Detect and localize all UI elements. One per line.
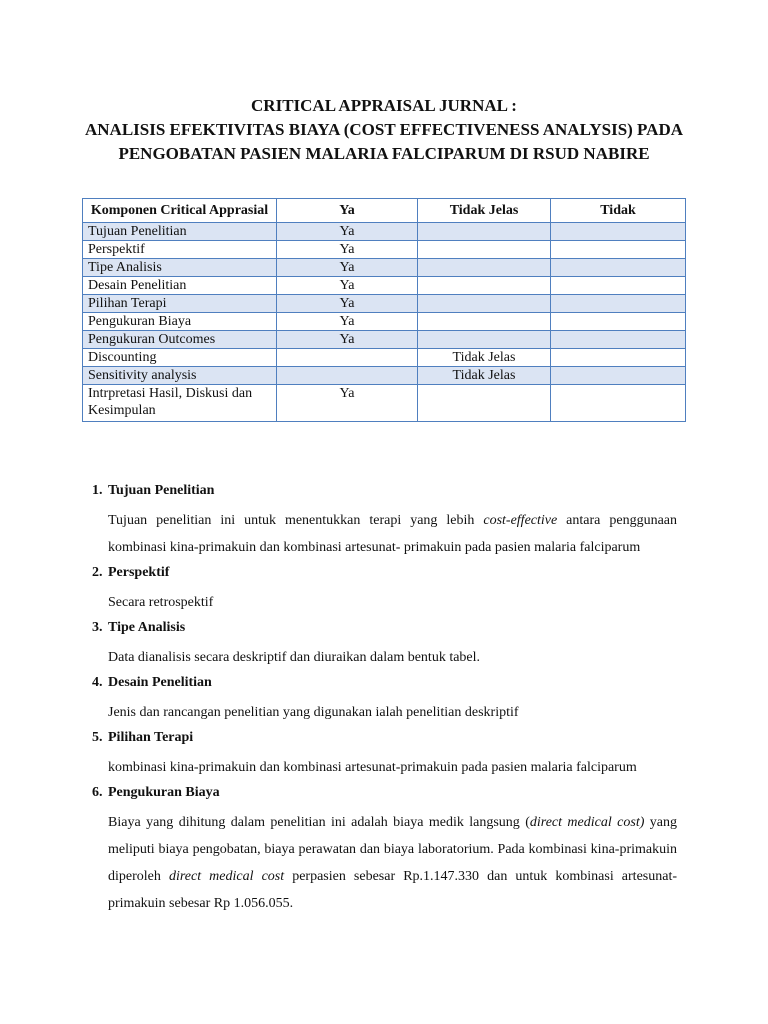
cell-component: Sensitivity analysis xyxy=(83,367,277,385)
section-body-text: kombinasi kina-primakuin dan kombinasi artesunat-primakuin pada pasien malaria falciparum xyxy=(108,760,637,775)
cell-tidak-jelas xyxy=(418,223,551,241)
section-body xyxy=(108,809,677,918)
section-body-text: Secara retrospektif xyxy=(108,595,214,610)
cell-component: Tipe Analisis xyxy=(83,259,277,277)
section-body-text: Tujuan penelitian ini untuk menentukkan terapi yang lebih xyxy=(108,513,484,528)
cell-tidak xyxy=(551,349,686,367)
header-tidak-jelas: Tidak Jelas xyxy=(418,199,551,223)
table-header-row xyxy=(83,199,686,223)
section-number: 3. xyxy=(92,620,103,635)
appraisal-table xyxy=(82,198,686,422)
cell-ya: Ya xyxy=(277,277,418,295)
table-row xyxy=(83,277,686,295)
table-row xyxy=(83,313,686,331)
table-body xyxy=(83,223,686,422)
cell-component: Discounting xyxy=(83,349,277,367)
cell-ya: Ya xyxy=(277,331,418,349)
section-body xyxy=(108,507,677,562)
section-number: 6. xyxy=(92,785,103,800)
header-ya: Ya xyxy=(277,199,418,223)
cell-tidak xyxy=(551,223,686,241)
document-title xyxy=(0,94,768,166)
cell-tidak-jelas xyxy=(418,259,551,277)
cell-tidak-jelas xyxy=(418,241,551,259)
cell-tidak xyxy=(551,277,686,295)
section-number: 1. xyxy=(92,483,103,498)
cell-tidak-jelas xyxy=(418,385,551,422)
section-body-italic: cost-effective xyxy=(483,513,558,528)
section-body xyxy=(108,644,677,672)
section-body-text: Data dianalisis secara deskriptif dan diuraikan dalam bentuk tabel. xyxy=(108,650,481,665)
section-heading xyxy=(92,617,677,644)
section-body xyxy=(108,754,677,782)
cell-tidak-jelas: Tidak Jelas xyxy=(418,367,551,385)
cell-tidak xyxy=(551,259,686,277)
title-line-2: ANALISIS EFEKTIVITAS BIAYA (COST EFFECTIVENESS ANALYSIS) PADA xyxy=(84,120,684,139)
title-line-3: PENGOBATAN PASIEN MALARIA FALCIPARUM DI RSUD NABIRE xyxy=(118,144,650,163)
table-row xyxy=(83,223,686,241)
section-heading-text: Tujuan Penelitian xyxy=(108,483,215,498)
section-body-italic: direct medical cost) xyxy=(529,815,645,830)
section-body xyxy=(108,589,677,617)
cell-ya xyxy=(277,349,418,367)
cell-tidak-jelas xyxy=(418,331,551,349)
table-row xyxy=(83,367,686,385)
section-heading-text: Pengukuran Biaya xyxy=(108,785,220,800)
section-number: 2. xyxy=(92,565,103,580)
section-body xyxy=(108,699,677,727)
table-row xyxy=(83,349,686,367)
cell-ya: Ya xyxy=(277,241,418,259)
cell-ya: Ya xyxy=(277,259,418,277)
section-body-text: antara penggunaan kombinasi kina-primakuin dan kombinasi artesunat- primakuin pada pasien malaria falciparum xyxy=(108,513,677,555)
cell-tidak xyxy=(551,241,686,259)
section-number: 5. xyxy=(92,730,103,745)
section-heading xyxy=(92,727,677,754)
cell-tidak xyxy=(551,331,686,349)
cell-ya: Ya xyxy=(277,385,418,422)
cell-component: Perspektif xyxy=(83,241,277,259)
cell-tidak xyxy=(551,385,686,422)
cell-tidak-jelas xyxy=(418,277,551,295)
cell-component: Intrpretasi Hasil, Diskusi dan Kesimpulan xyxy=(83,385,277,422)
table-row xyxy=(83,331,686,349)
cell-component: Desain Penelitian xyxy=(83,277,277,295)
table-row xyxy=(83,241,686,259)
table-row xyxy=(83,295,686,313)
table-row xyxy=(83,385,686,422)
cell-tidak-jelas xyxy=(418,295,551,313)
cell-component: Tujuan Penelitian xyxy=(83,223,277,241)
header-tidak: Tidak xyxy=(551,199,686,223)
section-body-text: Biaya yang dihitung dalam penelitian ini adalah biaya medik langsung ( xyxy=(108,815,530,830)
cell-component: Pilihan Terapi xyxy=(83,295,277,313)
table-row xyxy=(83,259,686,277)
cell-tidak-jelas xyxy=(418,313,551,331)
section-heading-text: Tipe Analisis xyxy=(108,620,186,635)
section-body-text: yang meliputi biaya pengobatan, biaya perawatan dan biaya laboratorium. Pada kombinasi kina-primakuin diperoleh xyxy=(108,815,678,884)
section-heading-text: Desain Penelitian xyxy=(108,675,212,690)
section-heading xyxy=(92,672,677,699)
section-heading-text: Perspektif xyxy=(108,565,170,580)
section-heading xyxy=(92,480,677,507)
cell-component: Pengukuran Outcomes xyxy=(83,331,277,349)
section-heading-text: Pilihan Terapi xyxy=(108,730,194,745)
section-body-text: Jenis dan rancangan penelitian yang digunakan ialah penelitian deskriptif xyxy=(108,705,519,720)
section-body-italic: direct medical cost xyxy=(168,869,285,884)
section-body-text: perpasien sebesar Rp.1.147.330 dan untuk kombinasi artesunat-primakuin sebesar Rp 1.056.055. xyxy=(108,869,677,911)
cell-ya: Ya xyxy=(277,295,418,313)
header-component: Komponen Critical Apprasial xyxy=(83,199,277,223)
cell-tidak-jelas: Tidak Jelas xyxy=(418,349,551,367)
cell-component: Pengukuran Biaya xyxy=(83,313,277,331)
cell-tidak xyxy=(551,295,686,313)
section-number: 4. xyxy=(92,675,103,690)
cell-tidak xyxy=(551,313,686,331)
title-line-1: CRITICAL APPRAISAL JURNAL : xyxy=(251,96,517,115)
cell-ya xyxy=(277,367,418,385)
sections-list xyxy=(92,480,677,918)
cell-ya: Ya xyxy=(277,313,418,331)
cell-ya: Ya xyxy=(277,223,418,241)
cell-tidak xyxy=(551,367,686,385)
section-heading xyxy=(92,562,677,589)
section-heading xyxy=(92,782,677,809)
